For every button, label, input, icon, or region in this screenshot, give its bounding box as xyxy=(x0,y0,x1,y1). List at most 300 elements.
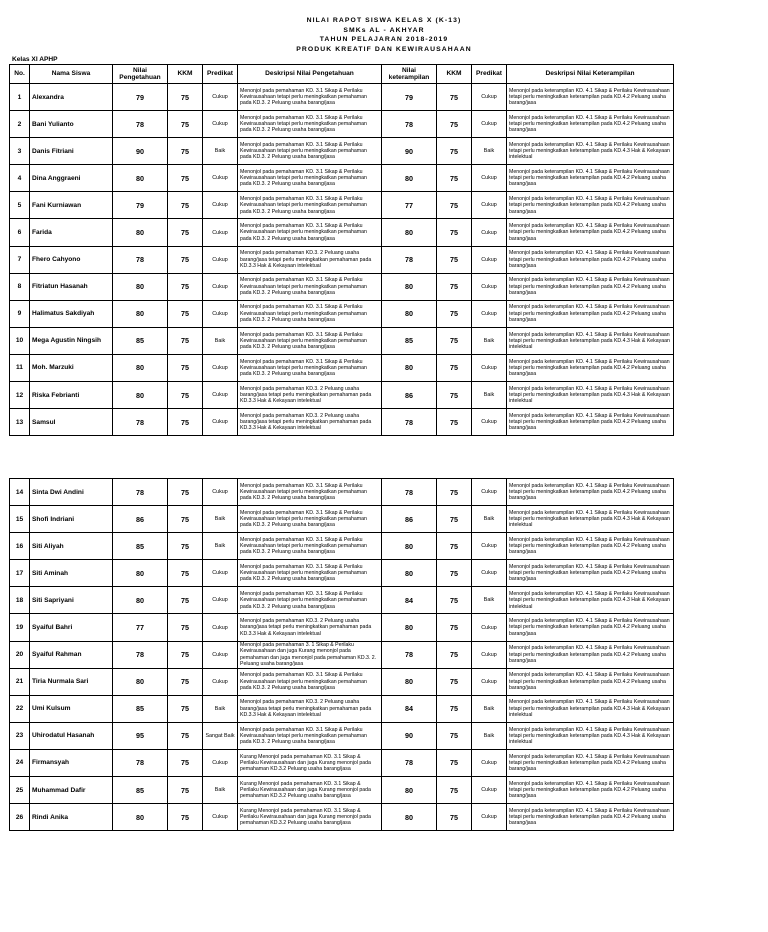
cell-predikat-keterampilan: Cukup xyxy=(472,165,507,192)
cell-kkm-keterampilan: 75 xyxy=(437,804,472,831)
cell-deskripsi-keterampilan: Menonjol pada keterampilan KD. 4.1 Sikap & Perilaku Kewirausahaan tetapi perlu meningkatkan keterampilan pada KD.4.2 Peluang usaha barang/jasa xyxy=(507,668,674,695)
col-header-nilai-pengetahuan: Nilai Pengetahuan xyxy=(113,65,168,84)
cell-nilai-keterampilan: 80 xyxy=(382,804,437,831)
col-header-no: No. xyxy=(10,65,30,84)
cell-student-name: Syaiful Rahman xyxy=(30,641,113,668)
table-row xyxy=(10,84,674,111)
cell-nilai-pengetahuan: 79 xyxy=(113,192,168,219)
cell-kkm: 75 xyxy=(168,409,203,436)
cell-predikat: Cukup xyxy=(203,749,238,776)
cell-nilai-pengetahuan: 86 xyxy=(113,506,168,533)
cell-no: 12 xyxy=(10,382,30,409)
col-header-nilai-keterampilan: Nilai keterampilan xyxy=(382,65,437,84)
table-row xyxy=(10,804,674,831)
cell-kkm-keterampilan: 75 xyxy=(437,749,472,776)
cell-no: 8 xyxy=(10,273,30,300)
cell-deskripsi-keterampilan: Menonjol pada keterampilan KD. 4.1 Sikap & Perilaku Kewirausahaan tetapi perlu meningkatkan keterampilan pada KD.4.2 Peluang usaha barang/jasa xyxy=(507,273,674,300)
cell-predikat-keterampilan: Cukup xyxy=(472,614,507,641)
col-header-deskripsi-pengetahuan: Deskripsi Nilai Pengetahuan xyxy=(238,65,382,84)
cell-nilai-pengetahuan: 85 xyxy=(113,695,168,722)
cell-kkm-keterampilan: 75 xyxy=(437,246,472,273)
cell-kkm-keterampilan: 75 xyxy=(437,560,472,587)
cell-deskripsi-keterampilan: Menonjol pada keterampilan KD. 4.1 Sikap & Perilaku Kewirausahaan tetapi perlu meningkatkan keterampilan pada KD.4.3 Hak & Kekayaan intelektual xyxy=(507,327,674,354)
cell-nilai-pengetahuan: 78 xyxy=(113,749,168,776)
cell-deskripsi-pengetahuan: Menonjol pada pemahaman KD. 3.1 Sikap & Perilaku Kewirausahaan tetapi perlu meningkatkan pemahaman pada KD.3. 2 Peluang usaha barang/jasa xyxy=(238,327,382,354)
cell-deskripsi-keterampilan: Menonjol pada keterampilan KD. 4.1 Sikap & Perilaku Kewirausahaan tetapi perlu meningkatkan keterampilan pada KD.4.3 Hak & Kekayaan intelektual xyxy=(507,695,674,722)
cell-no: 25 xyxy=(10,777,30,804)
table-header-row xyxy=(10,65,674,84)
cell-no: 1 xyxy=(10,84,30,111)
cell-deskripsi-pengetahuan: Menonjol pada pemahaman KD. 3.1 Sikap & Perilaku Kewirausahaan tetapi perlu meningkatkan pemahaman pada KD.3. 2 Peluang usaha barang/jasa xyxy=(238,111,382,138)
cell-kkm-keterampilan: 75 xyxy=(437,327,472,354)
cell-predikat: Cukup xyxy=(203,382,238,409)
col-header-predikat: Predikat xyxy=(203,65,238,84)
cell-predikat: Baik xyxy=(203,695,238,722)
cell-deskripsi-keterampilan: Menonjol pada keterampilan KD. 4.1 Sikap & Perilaku Kewirausahaan tetapi perlu meningkatkan keterampilan pada KD.4.2 Peluang usaha barang/jasa xyxy=(507,749,674,776)
cell-nilai-pengetahuan: 78 xyxy=(113,479,168,506)
cell-kkm-keterampilan: 75 xyxy=(437,614,472,641)
cell-predikat-keterampilan: Cukup xyxy=(472,111,507,138)
cell-deskripsi-pengetahuan: Menonjol pada pemahaman KD.3. 2 Peluang usaha barang/jasa tetapi perlu meningkatkan pemahaman pada KD.3.3 Hak & Kekayaan intelektual xyxy=(238,614,382,641)
cell-no: 13 xyxy=(10,409,30,436)
cell-deskripsi-keterampilan: Menonjol pada keterampilan KD. 4.1 Sikap & Perilaku Kewirausahaan tetapi perlu meningkatkan keterampilan pada KD.4.2 Peluang usaha barang/jasa xyxy=(507,614,674,641)
table-row xyxy=(10,479,674,506)
cell-predikat: Cukup xyxy=(203,273,238,300)
table-row xyxy=(10,668,674,695)
cell-student-name: Farida xyxy=(30,219,113,246)
cell-no: 15 xyxy=(10,506,30,533)
col-header-nama: Nama Siswa xyxy=(30,65,113,84)
cell-kkm-keterampilan: 75 xyxy=(437,722,472,749)
cell-predikat: Cukup xyxy=(203,641,238,668)
cell-deskripsi-keterampilan: Menonjol pada keterampilan KD. 4.1 Sikap & Perilaku Kewirausahaan tetapi perlu meningkatkan keterampilan pada KD.4.2 Peluang usaha barang/jasa xyxy=(507,409,674,436)
cell-nilai-keterampilan: 78 xyxy=(382,246,437,273)
table-row xyxy=(10,533,674,560)
cell-deskripsi-keterampilan: Menonjol pada keterampilan KD. 4.1 Sikap & Perilaku Kewirausahaan tetapi perlu meningkatkan keterampilan pada KD.4.3 Hak & Kekayaan intelektual xyxy=(507,722,674,749)
col-header-kkm: KKM xyxy=(168,65,203,84)
cell-nilai-pengetahuan: 79 xyxy=(113,84,168,111)
cell-predikat-keterampilan: Baik xyxy=(472,138,507,165)
cell-no: 23 xyxy=(10,722,30,749)
cell-predikat: Cukup xyxy=(203,246,238,273)
cell-nilai-keterampilan: 90 xyxy=(382,138,437,165)
cell-nilai-pengetahuan: 78 xyxy=(113,409,168,436)
cell-kkm-keterampilan: 75 xyxy=(437,777,472,804)
cell-predikat-keterampilan: Cukup xyxy=(472,479,507,506)
cell-nilai-keterampilan: 86 xyxy=(382,506,437,533)
cell-kkm-keterampilan: 75 xyxy=(437,111,472,138)
cell-kkm: 75 xyxy=(168,111,203,138)
cell-deskripsi-keterampilan: Menonjol pada keterampilan KD. 4.1 Sikap & Perilaku Kewirausahaan tetapi perlu meningkatkan keterampilan pada KD.4.2 Peluang usaha barang/jasa xyxy=(507,777,674,804)
cell-nilai-pengetahuan: 85 xyxy=(113,533,168,560)
table-row xyxy=(10,165,674,192)
cell-predikat-keterampilan: Cukup xyxy=(472,804,507,831)
cell-kkm: 75 xyxy=(168,382,203,409)
cell-student-name: Siti Aminah xyxy=(30,560,113,587)
cell-deskripsi-pengetahuan: Menonjol pada pemahaman KD. 3.1 Sikap & Perilaku Kewirausahaan tetapi perlu meningkatkan pemahaman pada KD.3. 2 Peluang usaha barang/jasa xyxy=(238,587,382,614)
cell-kkm: 75 xyxy=(168,479,203,506)
report-title: NILAI RAPOT SISWA KELAS X (K-13) xyxy=(306,17,462,24)
cell-nilai-pengetahuan: 80 xyxy=(113,560,168,587)
cell-nilai-pengetahuan: 80 xyxy=(113,668,168,695)
cell-deskripsi-pengetahuan: Menonjol pada pemahaman KD. 3.1 Sikap & Perilaku Kewirausahaan tetapi perlu meningkatkan pemahaman pada KD.3. 2 Peluang usaha barang/jasa xyxy=(238,354,382,381)
cell-student-name: Uhirodatul Hasanah xyxy=(30,722,113,749)
cell-predikat-keterampilan: Cukup xyxy=(472,84,507,111)
col-header-kkm-keterampilan: KKM xyxy=(437,65,472,84)
cell-deskripsi-keterampilan: Menonjol pada keterampilan KD. 4.1 Sikap & Perilaku Kewirausahaan tetapi perlu meningkatkan keterampilan pada KD.4.3 Hak & Kekayaan intelektual xyxy=(507,382,674,409)
cell-nilai-keterampilan: 80 xyxy=(382,668,437,695)
cell-predikat-keterampilan: Cukup xyxy=(472,641,507,668)
cell-nilai-keterampilan: 80 xyxy=(382,273,437,300)
table-row xyxy=(10,327,674,354)
cell-kkm-keterampilan: 75 xyxy=(437,506,472,533)
cell-no: 6 xyxy=(10,219,30,246)
cell-student-name: Moh. Marzuki xyxy=(30,354,113,381)
cell-student-name: Mega Agustin Ningsih xyxy=(30,327,113,354)
cell-kkm: 75 xyxy=(168,641,203,668)
cell-kkm-keterampilan: 75 xyxy=(437,587,472,614)
table-row xyxy=(10,382,674,409)
cell-nilai-pengetahuan: 90 xyxy=(113,138,168,165)
cell-nilai-pengetahuan: 78 xyxy=(113,111,168,138)
cell-predikat: Baik xyxy=(203,533,238,560)
cell-nilai-keterampilan: 80 xyxy=(382,219,437,246)
cell-nilai-keterampilan: 78 xyxy=(382,479,437,506)
cell-no: 24 xyxy=(10,749,30,776)
cell-kkm: 75 xyxy=(168,614,203,641)
cell-student-name: Samsul xyxy=(30,409,113,436)
cell-no: 7 xyxy=(10,246,30,273)
cell-deskripsi-pengetahuan: Menonjol pada pemahaman KD. 3.1 Sikap & Perilaku Kewirausahaan tetapi perlu meningkatkan pemahaman pada KD.3. 2 Peluang usaha barang/jasa xyxy=(238,84,382,111)
cell-kkm: 75 xyxy=(168,327,203,354)
cell-predikat-keterampilan: Baik xyxy=(472,695,507,722)
cell-predikat: Cukup xyxy=(203,300,238,327)
cell-predikat-keterampilan: Cukup xyxy=(472,354,507,381)
cell-nilai-keterampilan: 80 xyxy=(382,354,437,381)
cell-deskripsi-pengetahuan: Menonjol pada pemahaman KD.3. 2 Peluang usaha barang/jasa tetapi perlu meningkatkan pemahaman pada KD.3.3 Hak & Kekayaan intelektual xyxy=(238,409,382,436)
cell-no: 17 xyxy=(10,560,30,587)
cell-student-name: Syaiful Bahri xyxy=(30,614,113,641)
cell-nilai-keterampilan: 84 xyxy=(382,587,437,614)
table-row xyxy=(10,192,674,219)
cell-predikat-keterampilan: Cukup xyxy=(472,409,507,436)
cell-student-name: Fhero Cahyono xyxy=(30,246,113,273)
cell-student-name: Rindi Anika xyxy=(30,804,113,831)
cell-nilai-pengetahuan: 80 xyxy=(113,587,168,614)
cell-kkm: 75 xyxy=(168,695,203,722)
cell-nilai-pengetahuan: 80 xyxy=(113,273,168,300)
cell-nilai-pengetahuan: 80 xyxy=(113,300,168,327)
cell-deskripsi-pengetahuan: Menonjol pada pemahaman KD.3. 2 Peluang usaha barang/jasa tetapi perlu meningkatkan pemahaman pada KD.3.3 Hak & Kekayaan intelektual xyxy=(238,695,382,722)
cell-deskripsi-keterampilan: Menonjol pada keterampilan KD. 4.1 Sikap & Perilaku Kewirausahaan tetapi perlu meningkatkan keterampilan pada KD.4.2 Peluang usaha barang/jasa xyxy=(507,84,674,111)
cell-predikat: Baik xyxy=(203,777,238,804)
cell-kkm-keterampilan: 75 xyxy=(437,138,472,165)
table-row xyxy=(10,138,674,165)
table-row xyxy=(10,722,674,749)
table-row xyxy=(10,749,674,776)
cell-kkm-keterampilan: 75 xyxy=(437,533,472,560)
cell-predikat-keterampilan: Baik xyxy=(472,506,507,533)
grades-table-page-1 xyxy=(9,64,674,436)
cell-deskripsi-pengetahuan: Menonjol pada pemahaman KD. 3.1 Sikap & Perilaku Kewirausahaan tetapi perlu meningkatkan pemahaman pada KD.3. 2 Peluang usaha barang/jasa xyxy=(238,165,382,192)
cell-nilai-pengetahuan: 78 xyxy=(113,641,168,668)
table-row xyxy=(10,506,674,533)
cell-nilai-keterampilan: 78 xyxy=(382,111,437,138)
cell-predikat-keterampilan: Baik xyxy=(472,722,507,749)
cell-predikat: Cukup xyxy=(203,192,238,219)
cell-nilai-keterampilan: 86 xyxy=(382,382,437,409)
cell-student-name: Firmansyah xyxy=(30,749,113,776)
cell-nilai-keterampilan: 80 xyxy=(382,165,437,192)
cell-kkm-keterampilan: 75 xyxy=(437,479,472,506)
cell-kkm: 75 xyxy=(168,138,203,165)
cell-predikat-keterampilan: Cukup xyxy=(472,219,507,246)
table-row xyxy=(10,111,674,138)
cell-nilai-keterampilan: 78 xyxy=(382,409,437,436)
cell-deskripsi-keterampilan: Menonjol pada keterampilan KD. 4.1 Sikap & Perilaku Kewirausahaan tetapi perlu meningkatkan keterampilan pada KD.4.2 Peluang usaha barang/jasa xyxy=(507,533,674,560)
cell-predikat-keterampilan: Baik xyxy=(472,382,507,409)
cell-deskripsi-pengetahuan: Kurang Menonjol pada pemahaman KD. 3.1 Sikap & Perilaku Kewirausahaan dan juga Kurang menonjol pada pemahaman KD.3.2 Peluang usaha barang/jasa xyxy=(238,777,382,804)
table-row xyxy=(10,777,674,804)
cell-kkm: 75 xyxy=(168,246,203,273)
cell-deskripsi-keterampilan: Menonjol pada keterampilan KD. 4.1 Sikap & Perilaku Kewirausahaan tetapi perlu meningkatkan keterampilan pada KD.4.2 Peluang usaha barang/jasa xyxy=(507,804,674,831)
cell-predikat: Baik xyxy=(203,327,238,354)
cell-student-name: Fitriatun Hasanah xyxy=(30,273,113,300)
cell-no: 18 xyxy=(10,587,30,614)
cell-nilai-keterampilan: 80 xyxy=(382,300,437,327)
cell-deskripsi-keterampilan: Menonjol pada keterampilan KD. 4.1 Sikap & Perilaku Kewirausahaan tetapi perlu meningkatkan keterampilan pada KD.4.2 Peluang usaha barang/jasa xyxy=(507,111,674,138)
cell-nilai-pengetahuan: 85 xyxy=(113,327,168,354)
cell-deskripsi-pengetahuan: Menonjol pada pemahaman KD. 3.1 Sikap & Perilaku Kewirausahaan tetapi perlu meningkatkan pemahaman pada KD.3. 2 Peluang usaha barang/jasa xyxy=(238,479,382,506)
cell-nilai-keterampilan: 79 xyxy=(382,84,437,111)
cell-student-name: Bani Yulianto xyxy=(30,111,113,138)
cell-predikat: Cukup xyxy=(203,804,238,831)
cell-kkm: 75 xyxy=(168,354,203,381)
cell-deskripsi-pengetahuan: Menonjol pada pemahaman KD. 3.1 Sikap & Perilaku Kewirausahaan tetapi perlu meningkatkan pemahaman pada KD.3. 2 Peluang usaha barang/jasa xyxy=(238,722,382,749)
cell-nilai-pengetahuan: 85 xyxy=(113,777,168,804)
cell-student-name: Tiria Nurmala Sari xyxy=(30,668,113,695)
table-row xyxy=(10,219,674,246)
cell-predikat-keterampilan: Cukup xyxy=(472,777,507,804)
cell-deskripsi-keterampilan: Menonjol pada keterampilan KD. 4.1 Sikap & Perilaku Kewirausahaan tetapi perlu meningkatkan keterampilan pada KD.4.2 Peluang usaha barang/jasa xyxy=(507,641,674,668)
table-row xyxy=(10,614,674,641)
cell-predikat: Cukup xyxy=(203,219,238,246)
cell-kkm: 75 xyxy=(168,722,203,749)
cell-predikat-keterampilan: Baik xyxy=(472,327,507,354)
cell-predikat: Cukup xyxy=(203,587,238,614)
cell-deskripsi-keterampilan: Menonjol pada keterampilan KD. 4.1 Sikap & Perilaku Kewirausahaan tetapi perlu meningkatkan keterampilan pada KD.4.2 Peluang usaha barang/jasa xyxy=(507,354,674,381)
cell-nilai-pengetahuan: 77 xyxy=(113,614,168,641)
cell-kkm: 75 xyxy=(168,219,203,246)
cell-predikat: Cukup xyxy=(203,668,238,695)
cell-deskripsi-pengetahuan: Menonjol pada pemahaman KD. 3.1 Sikap & Perilaku Kewirausahaan tetapi perlu meningkatkan pemahaman pada KD.3. 2 Peluang usaha barang/jasa xyxy=(238,273,382,300)
cell-no: 20 xyxy=(10,641,30,668)
cell-nilai-pengetahuan: 78 xyxy=(113,246,168,273)
cell-nilai-pengetahuan: 80 xyxy=(113,354,168,381)
cell-kkm-keterampilan: 75 xyxy=(437,668,472,695)
subject-name: PRODUK KREATIF DAN KEWIRAUSAHAAN xyxy=(296,45,472,53)
cell-student-name: Dina Anggraeni xyxy=(30,165,113,192)
cell-predikat: Cukup xyxy=(203,165,238,192)
table-row xyxy=(10,641,674,668)
cell-deskripsi-keterampilan: Menonjol pada keterampilan KD. 4.1 Sikap & Perilaku Kewirausahaan tetapi perlu meningkatkan keterampilan pada KD.4.2 Peluang usaha barang/jasa xyxy=(507,560,674,587)
table-row xyxy=(10,695,674,722)
cell-deskripsi-pengetahuan: Menonjol pada pemahaman KD. 3.1 Sikap & Perilaku Kewirausahaan tetapi perlu meningkatkan pemahaman pada KD.3. 2 Peluang usaha barang/jasa xyxy=(238,219,382,246)
cell-deskripsi-keterampilan: Menonjol pada keterampilan KD. 4.1 Sikap & Perilaku Kewirausahaan tetapi perlu meningkatkan keterampilan pada KD.4.2 Peluang usaha barang/jasa xyxy=(507,219,674,246)
cell-student-name: Siti Sapriyani xyxy=(30,587,113,614)
cell-kkm-keterampilan: 75 xyxy=(437,219,472,246)
col-header-deskripsi-keterampilan: Deskripsi Nilai Keterampilan xyxy=(507,65,674,84)
grades-table-page-2 xyxy=(9,478,674,831)
cell-kkm-keterampilan: 75 xyxy=(437,84,472,111)
table-row xyxy=(10,587,674,614)
cell-kkm: 75 xyxy=(168,560,203,587)
cell-student-name: Riska Febrianti xyxy=(30,382,113,409)
cell-no: 3 xyxy=(10,138,30,165)
cell-no: 14 xyxy=(10,479,30,506)
cell-predikat: Cukup xyxy=(203,614,238,641)
cell-kkm-keterampilan: 75 xyxy=(437,382,472,409)
cell-kkm: 75 xyxy=(168,668,203,695)
cell-nilai-pengetahuan: 80 xyxy=(113,804,168,831)
cell-deskripsi-keterampilan: Menonjol pada keterampilan KD. 4.1 Sikap & Perilaku Kewirausahaan tetapi perlu meningkatkan keterampilan pada KD.4.2 Peluang usaha barang/jasa xyxy=(507,300,674,327)
cell-deskripsi-pengetahuan: Kurang Menonjol pada pemahaman KD. 3.1 Sikap & Perilaku Kewirausahaan dan juga Kurang menonjol pada pemahaman KD.3.2 Peluang usaha barang/jasa xyxy=(238,749,382,776)
cell-deskripsi-pengetahuan: Menonjol pada pemahaman KD. 3.1 Sikap & Perilaku Kewirausahaan tetapi perlu meningkatkan pemahaman pada KD.3. 2 Peluang usaha barang/jasa xyxy=(238,668,382,695)
cell-deskripsi-keterampilan: Menonjol pada keterampilan KD. 4.1 Sikap & Perilaku Kewirausahaan tetapi perlu meningkatkan keterampilan pada KD.4.3 Hak & Kekayaan intelektual xyxy=(507,506,674,533)
cell-predikat: Cukup xyxy=(203,409,238,436)
cell-deskripsi-pengetahuan: Kurang Menonjol pada pemahaman KD. 3.1 Sikap & Perilaku Kewirausahaan dan juga Kurang menonjol pada pemahaman KD.3.2 Peluang usaha barang/jasa xyxy=(238,804,382,831)
cell-nilai-keterampilan: 78 xyxy=(382,749,437,776)
cell-kkm-keterampilan: 75 xyxy=(437,300,472,327)
cell-kkm: 75 xyxy=(168,749,203,776)
cell-predikat: Sangat Baik xyxy=(203,722,238,749)
cell-nilai-keterampilan: 90 xyxy=(382,722,437,749)
cell-predikat: Baik xyxy=(203,506,238,533)
cell-predikat: Cukup xyxy=(203,479,238,506)
cell-deskripsi-pengetahuan: Menonjol pada pemahaman KD. 3.1 Sikap & Perilaku Kewirausahaan tetapi perlu meningkatkan pemahaman pada KD.3. 2 Peluang usaha barang/jasa xyxy=(238,300,382,327)
cell-student-name: Fani Kurniawan xyxy=(30,192,113,219)
cell-student-name: Umi Kulsum xyxy=(30,695,113,722)
cell-nilai-pengetahuan: 80 xyxy=(113,382,168,409)
cell-deskripsi-pengetahuan: Menonjol pada pemahaman 3. 1 Sikap & Perilaku Kewirausahaan dan juga Kurang menonjol pada pemahaman dan juga menonjol pada pemahaman KD.3. 2. Peluang usaha barang/jasa xyxy=(238,641,382,668)
cell-kkm-keterampilan: 75 xyxy=(437,409,472,436)
cell-kkm: 75 xyxy=(168,192,203,219)
class-label: Kelas XI APHP xyxy=(12,56,58,63)
cell-predikat-keterampilan: Cukup xyxy=(472,749,507,776)
cell-kkm-keterampilan: 75 xyxy=(437,354,472,381)
cell-deskripsi-pengetahuan: Menonjol pada pemahaman KD. 3.1 Sikap & Perilaku Kewirausahaan tetapi perlu meningkatkan pemahaman pada KD.3. 2 Peluang usaha barang/jasa xyxy=(238,560,382,587)
cell-kkm-keterampilan: 75 xyxy=(437,695,472,722)
cell-predikat: Cukup xyxy=(203,354,238,381)
cell-nilai-pengetahuan: 95 xyxy=(113,722,168,749)
cell-no: 10 xyxy=(10,327,30,354)
cell-kkm: 75 xyxy=(168,165,203,192)
cell-predikat: Cukup xyxy=(203,111,238,138)
cell-kkm: 75 xyxy=(168,84,203,111)
cell-kkm: 75 xyxy=(168,777,203,804)
cell-predikat-keterampilan: Cukup xyxy=(472,560,507,587)
cell-no: 26 xyxy=(10,804,30,831)
cell-student-name: Halimatus Sakdiyah xyxy=(30,300,113,327)
cell-no: 9 xyxy=(10,300,30,327)
cell-nilai-keterampilan: 80 xyxy=(382,533,437,560)
cell-student-name: Muhammad Dafir xyxy=(30,777,113,804)
cell-deskripsi-pengetahuan: Menonjol pada pemahaman KD. 3.1 Sikap & Perilaku Kewirausahaan tetapi perlu meningkatkan pemahaman pada KD.3. 2 Peluang usaha barang/jasa xyxy=(238,506,382,533)
cell-nilai-keterampilan: 80 xyxy=(382,560,437,587)
table-row xyxy=(10,354,674,381)
cell-student-name: Alexandra xyxy=(30,84,113,111)
cell-student-name: Sinta Dwi Andini xyxy=(30,479,113,506)
cell-student-name: Danis Fitriani xyxy=(30,138,113,165)
cell-deskripsi-keterampilan: Menonjol pada keterampilan KD. 4.1 Sikap & Perilaku Kewirausahaan tetapi perlu meningkatkan keterampilan pada KD.4.2 Peluang usaha barang/jasa xyxy=(507,192,674,219)
academic-year: TAHUN PELAJARAN 2018-2019 xyxy=(319,36,449,44)
cell-nilai-keterampilan: 80 xyxy=(382,777,437,804)
table-row xyxy=(10,409,674,436)
table-row xyxy=(10,273,674,300)
cell-predikat: Baik xyxy=(203,138,238,165)
cell-deskripsi-pengetahuan: Menonjol pada pemahaman KD. 3.1 Sikap & Perilaku Kewirausahaan tetapi perlu meningkatkan pemahaman pada KD.3. 2 Peluang usaha barang/jasa xyxy=(238,138,382,165)
cell-deskripsi-pengetahuan: Menonjol pada pemahaman KD.3. 2 Peluang usaha barang/jasa tetapi perlu meningkatkan pemahaman pada KD.3.3 Hak & Kekayaan intelektual xyxy=(238,382,382,409)
cell-kkm: 75 xyxy=(168,804,203,831)
cell-no: 5 xyxy=(10,192,30,219)
cell-predikat-keterampilan: Cukup xyxy=(472,192,507,219)
cell-no: 22 xyxy=(10,695,30,722)
cell-no: 11 xyxy=(10,354,30,381)
table-row xyxy=(10,246,674,273)
cell-deskripsi-pengetahuan: Menonjol pada pemahaman KD. 3.1 Sikap & Perilaku Kewirausahaan tetapi perlu meningkatkan pemahaman pada KD.3. 2 Peluang usaha barang/jasa xyxy=(238,192,382,219)
cell-predikat-keterampilan: Cukup xyxy=(472,273,507,300)
cell-nilai-pengetahuan: 80 xyxy=(113,219,168,246)
cell-deskripsi-keterampilan: Menonjol pada keterampilan KD. 4.1 Sikap & Perilaku Kewirausahaan tetapi perlu meningkatkan keterampilan pada KD.4.2 Peluang usaha barang/jasa xyxy=(507,246,674,273)
cell-nilai-keterampilan: 84 xyxy=(382,695,437,722)
cell-nilai-keterampilan: 80 xyxy=(382,614,437,641)
cell-no: 21 xyxy=(10,668,30,695)
cell-deskripsi-keterampilan: Menonjol pada keterampilan KD. 4.1 Sikap & Perilaku Kewirausahaan tetapi perlu meningkatkan keterampilan pada KD.4.2 Peluang usaha barang/jasa xyxy=(507,479,674,506)
cell-no: 19 xyxy=(10,614,30,641)
cell-no: 4 xyxy=(10,165,30,192)
cell-predikat-keterampilan: Baik xyxy=(472,587,507,614)
cell-no: 16 xyxy=(10,533,30,560)
cell-deskripsi-keterampilan: Menonjol pada keterampilan KD. 4.1 Sikap & Perilaku Kewirausahaan tetapi perlu meningkatkan keterampilan pada KD.4.3 Hak & Kekayaan intelektual xyxy=(507,138,674,165)
cell-predikat-keterampilan: Cukup xyxy=(472,668,507,695)
cell-kkm: 75 xyxy=(168,533,203,560)
cell-nilai-keterampilan: 78 xyxy=(382,641,437,668)
table-row xyxy=(10,560,674,587)
cell-kkm: 75 xyxy=(168,587,203,614)
cell-deskripsi-keterampilan: Menonjol pada keterampilan KD. 4.1 Sikap & Perilaku Kewirausahaan tetapi perlu meningkatkan keterampilan pada KD.4.2 Peluang usaha barang/jasa xyxy=(507,165,674,192)
cell-kkm-keterampilan: 75 xyxy=(437,273,472,300)
cell-predikat-keterampilan: Cukup xyxy=(472,533,507,560)
cell-kkm: 75 xyxy=(168,273,203,300)
cell-kkm-keterampilan: 75 xyxy=(437,641,472,668)
cell-deskripsi-pengetahuan: Menonjol pada pemahaman KD.3. 2 Peluang usaha barang/jasa tetapi perlu meningkatkan pemahaman pada KD.3.3 Hak & Kekayaan intelektual xyxy=(238,246,382,273)
report-header xyxy=(0,16,768,54)
cell-kkm-keterampilan: 75 xyxy=(437,192,472,219)
cell-predikat: Cukup xyxy=(203,84,238,111)
cell-kkm: 75 xyxy=(168,506,203,533)
cell-deskripsi-pengetahuan: Menonjol pada pemahaman KD. 3.1 Sikap & Perilaku Kewirausahaan tetapi perlu meningkatkan pemahaman pada KD.3. 2 Peluang usaha barang/jasa xyxy=(238,533,382,560)
cell-kkm-keterampilan: 75 xyxy=(437,165,472,192)
cell-nilai-keterampilan: 85 xyxy=(382,327,437,354)
cell-kkm: 75 xyxy=(168,300,203,327)
cell-predikat-keterampilan: Cukup xyxy=(472,246,507,273)
cell-predikat: Cukup xyxy=(203,560,238,587)
cell-deskripsi-keterampilan: Menonjol pada keterampilan KD. 4.1 Sikap & Perilaku Kewirausahaan tetapi perlu meningkatkan keterampilan pada KD.4.3 Hak & Kekayaan intelektual xyxy=(507,587,674,614)
cell-no: 2 xyxy=(10,111,30,138)
cell-predikat-keterampilan: Cukup xyxy=(472,300,507,327)
col-header-predikat-keterampilan: Predikat xyxy=(472,65,507,84)
cell-nilai-pengetahuan: 80 xyxy=(113,165,168,192)
